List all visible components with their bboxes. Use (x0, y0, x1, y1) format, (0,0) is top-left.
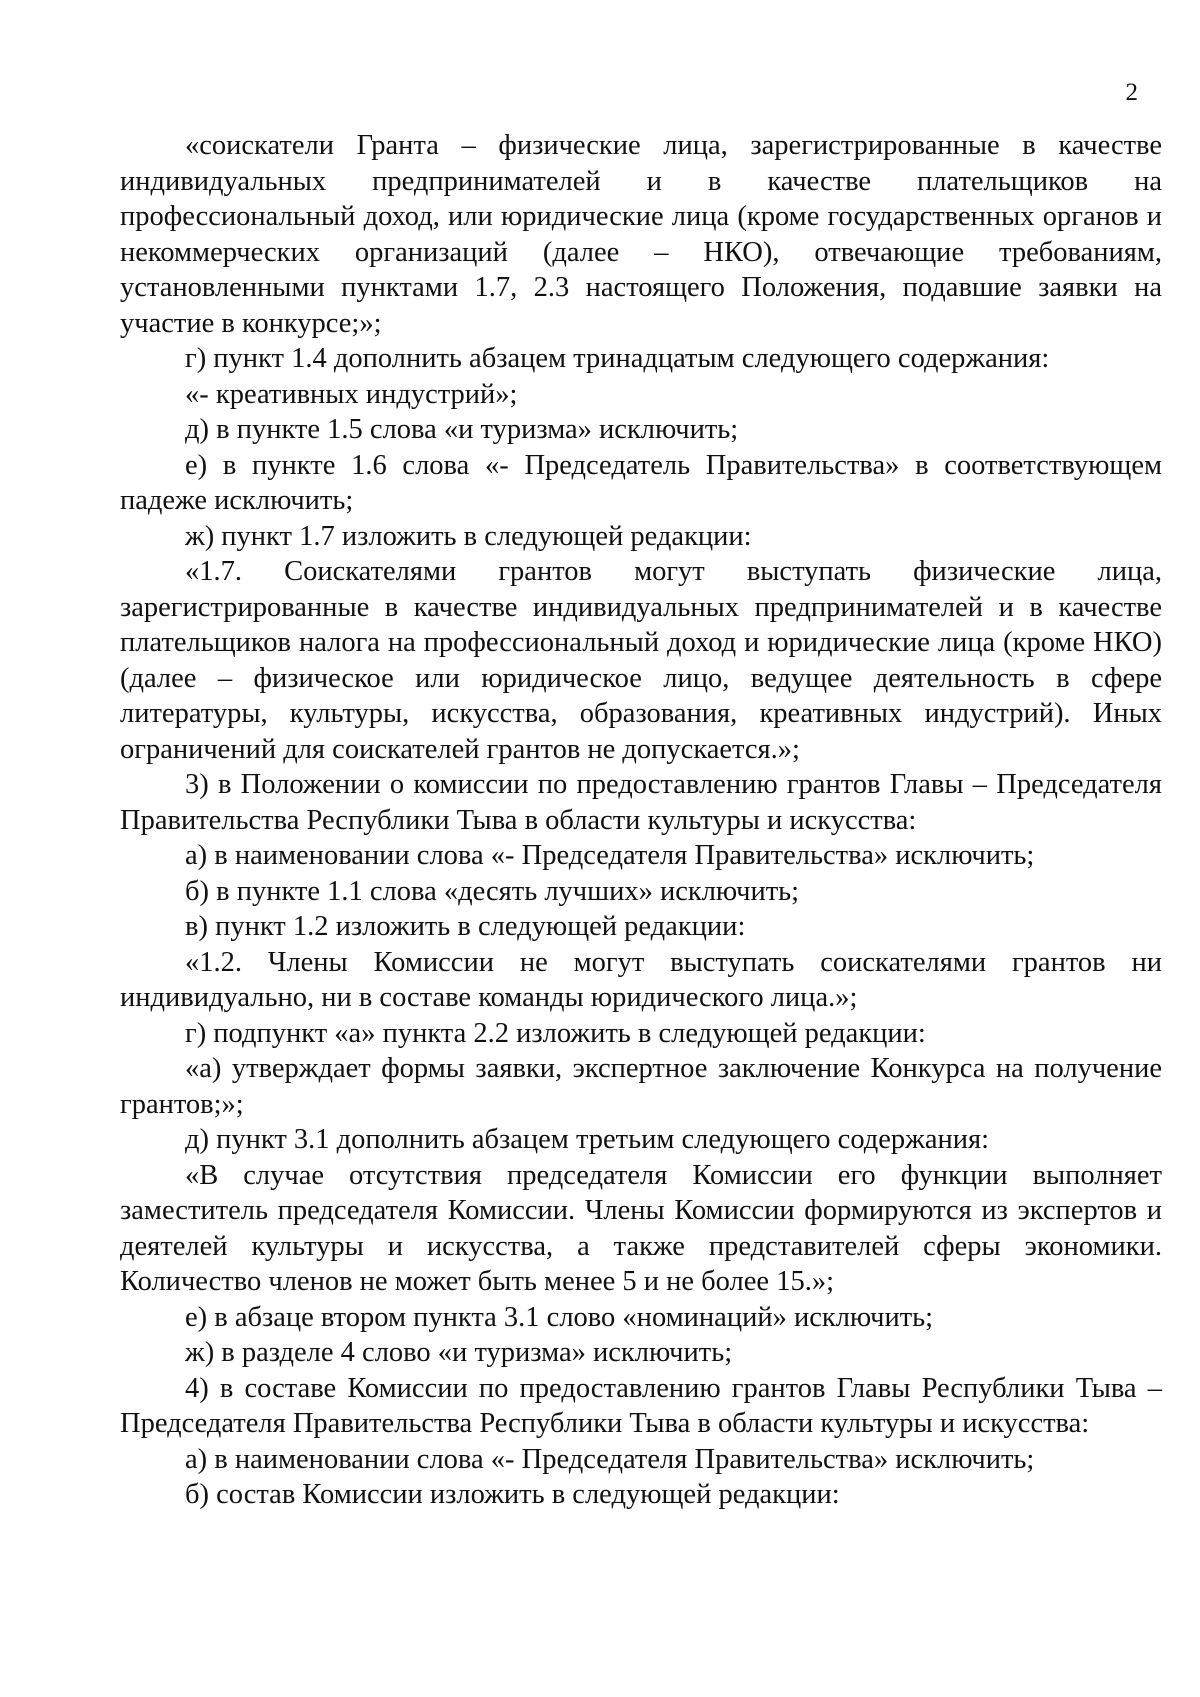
paragraph-section-4: 4) в составе Комиссии по предоставлению грантов Главы Республики Тыва – Председателя Правительства Республики Тыва в области культуры и искусства: (120, 1372, 1162, 1439)
paragraph-item-v-1-2: в) пункт 1.2 изложить в следующей редакции: (185, 911, 746, 942)
paragraph-item-e-3-1: е) в абзаце втором пункта 3.1 слово «номинаций» исключить; (185, 1301, 934, 1333)
paragraph-item-zh-section-4: ж) в разделе 4 слово «и туризма» исключить; (185, 1337, 733, 1368)
paragraph-item-d-3-1: д) пункт 3.1 дополнить абзацем третьим следующего содержания: (185, 1124, 990, 1155)
paragraph-clause-1-2-text: «1.2. Члены Комиссии не могут выступать соискателями грантов ни индивидуально, ни в составе команды юридического лица.»; (120, 946, 1162, 1013)
paragraph-applicants-definition: «соискатели Гранта – физические лица, зарегистрированные в качестве индивидуальных предпринимателей и в качестве плательщиков на профессиональный доход, или юридические лица (кроме государственных органов и некоммерческих организаций (далее – НКО), отвечающие требованиям, установленными пунктами 1.7, 2.3 настоящего Положения, подавшие заявки на участие в конкурсе;»; (120, 130, 1162, 339)
paragraph-item-g-1-4: г) пункт 1.4 дополнить абзацем тринадцатым следующего содержания: (185, 343, 1050, 374)
document-body (120, 128, 1162, 1513)
paragraph-item-a-commission-title: а) в наименовании слова «- Председателя Правительства» исключить; (185, 1443, 1035, 1475)
paragraph-item-g-2-2: г) подпункт «а» пункта 2.2 изложить в следующей редакции: (185, 1017, 926, 1049)
paragraph-section-3: 3) в Положении о комиссии по предоставлению грантов Главы – Председателя Правительства Республики Тыва в области культуры и искусства: (120, 769, 1162, 836)
paragraph-clause-1-7-text: «1.7. Соискателями грантов могут выступать физические лица, зарегистрированные в качестве индивидуальных предпринимателей и в качестве плательщиков налога на профессиональный доход и юридические лица (кроме НКО) (далее – физическое или юридическое лицо, ведущее деятельность в сфере литературы, культуры, искусства, образования, креативных индустрий). Иных ограничений для соискателей грантов не допускается.»; (120, 556, 1162, 765)
paragraph-item-b-commission-composition: б) состав Комиссии изложить в следующей редакции: (185, 1479, 840, 1510)
paragraph-clause-2-2-a-text: «а) утверждает формы заявки, экспертное заключение Конкурса на получение грантов;»; (120, 1053, 1162, 1120)
paragraph-creative-industries: «- креативных индустрий»; (185, 378, 518, 410)
paragraph-clause-3-1-text: «В случае отсутствия председателя Комиссии его функции выполняет заместитель председателя Комиссии. Члены Комиссии формируются из экспертов и деятелей культуры и искусства, а также представителей сферы экономики. Количество членов не может быть менее 5 и не более 15.»; (120, 1159, 1162, 1297)
paragraph-item-d-1-5: д) в пункте 1.5 слова «и туризма» исключить; (185, 414, 739, 445)
paragraph-item-zh-1-7: ж) пункт 1.7 изложить в следующей редакции: (185, 520, 752, 552)
page-number: 2 (1125, 79, 1138, 106)
paragraph-item-e-1-6: е) в пункте 1.6 слова «- Председатель Правительства» в соответствующем падеже исключить; (120, 449, 1162, 516)
paragraph-item-b-1-1: б) в пункте 1.1 слова «десять лучших» исключить; (185, 875, 800, 907)
paragraph-item-a-title: а) в наименовании слова «- Председателя Правительства» исключить; (185, 840, 1035, 871)
